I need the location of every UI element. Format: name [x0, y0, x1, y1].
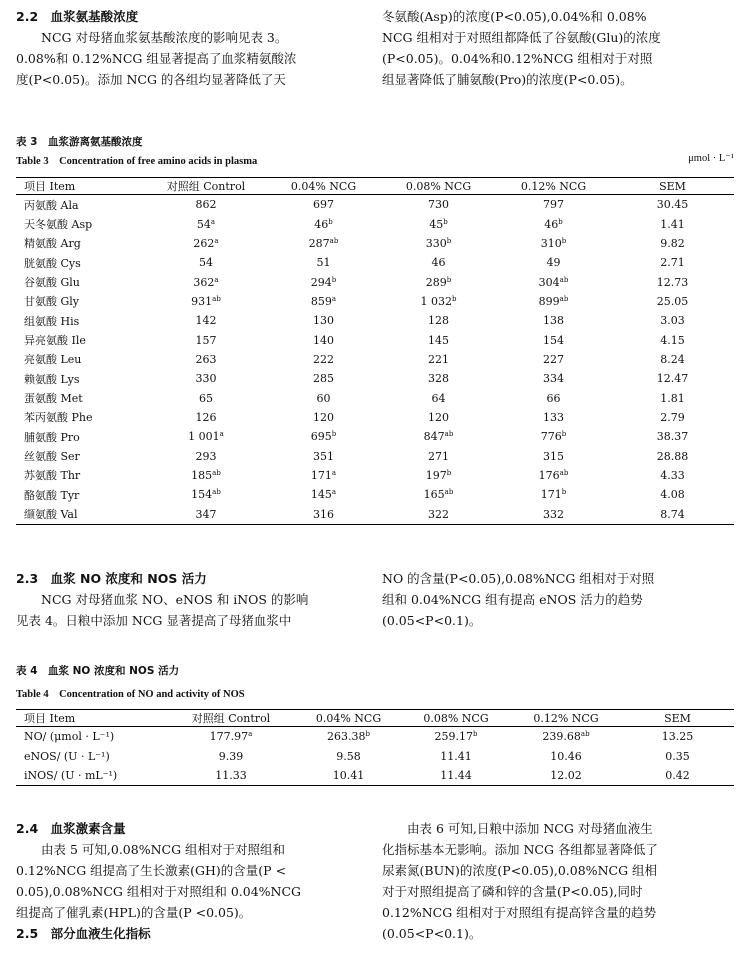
cell-control: $931^{ab}$ — [191, 294, 221, 308]
header-ncg-008: 0.08% NCG — [381, 178, 496, 195]
header-ncg-004: 0.04% NCG — [266, 178, 381, 195]
section-2-4-left-column — [16, 818, 368, 944]
paragraph-line: 0.05),0.08%NCG 组相对于对照组和 0.04%NCG — [16, 884, 302, 899]
paragraph-line: 化指标基本无影响。添加 NCG 各组都显著降低了 — [382, 842, 658, 857]
paragraph-line: 0.12%NCG 组提高了生长激素(GH)的含量(P < — [16, 863, 287, 878]
cell-ncg-004: 51 — [316, 256, 331, 270]
cell-item: 脯氨酸 Pro — [24, 430, 80, 444]
header-item: 项目 Item — [16, 710, 166, 727]
paragraph-line: 由表 6 可知,日粮中添加 NCG 对母猪血液生 — [407, 821, 653, 836]
cell-ncg-004: 222 — [313, 352, 334, 366]
cell-sem: 38.37 — [656, 430, 689, 444]
cell-ncg-004: 140 — [313, 333, 334, 347]
cell-ncg-008: 1 032$^b$ — [420, 294, 457, 308]
cell-ncg-004: 10.41 — [296, 766, 401, 786]
significance-letter: ab — [444, 430, 454, 439]
cell-item: 甘氨酸 Gly — [24, 295, 80, 309]
cell-ncg-012: 138 — [543, 314, 564, 328]
paragraph-line: NCG 组相对于对照组都降低了谷氨酸(Glu)的浓度 — [382, 30, 661, 45]
cell-ncg-012: 797 — [543, 198, 564, 212]
table-row — [16, 195, 734, 215]
cell-ncg-012: $899^{ab}$ — [538, 294, 569, 308]
cell-sem: 8.74 — [611, 505, 734, 525]
cell-ncg-004: 695$^b$ — [310, 430, 337, 444]
paragraph-line: 见表 4。日粮中添加 NCG 显著提高了母猪血浆中 — [16, 613, 292, 628]
section-2-2-right-column — [382, 6, 734, 90]
significance-letter: b — [446, 275, 452, 284]
cell-ncg-004: 859$^a$ — [310, 294, 337, 308]
significance-letter: a — [331, 488, 337, 497]
significance-letter: b — [446, 236, 452, 245]
paragraph-line: NCG 对母猪血浆氨基酸浓度的影响见表 3。 — [41, 30, 288, 45]
cell-control: 65 — [199, 391, 213, 405]
cell-item: iNOS/ (U · mL⁻¹) — [16, 766, 166, 786]
cell-control: 1 001$^a$ — [188, 430, 224, 444]
significance-letter: ab — [329, 236, 339, 245]
significance-letter: ab — [559, 468, 569, 477]
table-row — [16, 466, 734, 485]
cell-item: 胱氨酸 Cys — [24, 256, 81, 270]
cell-ncg-008: 271 — [428, 449, 449, 463]
cell-control: 157 — [195, 333, 217, 347]
cell-ncg-004: 145$^a$ — [310, 488, 337, 502]
significance-letter: ab — [559, 275, 569, 284]
significance-letter: ab — [212, 294, 221, 303]
cell-item: 酪氨酸 Tyr — [24, 488, 80, 502]
table-row — [16, 311, 734, 330]
cell-ncg-004: $287^{ab}$ — [308, 236, 339, 250]
section-heading-2-5: 2.5 部分血液生化指标 — [16, 926, 151, 941]
header-ncg-004: 0.04% NCG — [296, 710, 401, 727]
cell-sem: 13.25 — [661, 730, 694, 744]
significance-letter: a — [331, 468, 337, 477]
table-row — [16, 485, 734, 504]
table-row — [16, 253, 734, 272]
cell-ncg-008: 328 — [428, 372, 449, 386]
cell-control: 54 — [199, 256, 213, 270]
cell-sem: 4.08 — [660, 488, 685, 502]
cell-ncg-008: 45$^b$ — [429, 217, 448, 231]
cell-ncg-012: 154 — [543, 333, 564, 347]
cell-item: 苏氨酸 Thr — [24, 469, 81, 483]
table-3-caption-cn: 表 3 血浆游离氨基酸浓度 — [16, 136, 143, 148]
cell-control: $154^{ab}$ — [191, 488, 221, 502]
table-row — [16, 330, 734, 349]
cell-ncg-012: 171$^b$ — [540, 488, 567, 502]
table-row — [16, 746, 734, 765]
cell-item: 蛋氨酸 Met — [24, 392, 83, 406]
cell-control: 54$^a$ — [196, 217, 216, 231]
significance-letter: a — [214, 236, 219, 245]
significance-letter: b — [443, 217, 448, 226]
cell-ncg-012: 12.02 — [511, 766, 621, 786]
section-heading: 2.4 血浆激素含量 — [16, 821, 126, 836]
paragraph-line: 尿素氮(BUN)的浓度(P<0.05),0.08%NCG 组相 — [382, 863, 658, 878]
cell-ncg-008: 145 — [428, 333, 449, 347]
significance-letter: b — [331, 430, 337, 439]
paragraph-line: 度(P<0.05)。添加 NCG 的各组均显著降低了天 — [16, 72, 286, 87]
cell-sem: 3.03 — [660, 314, 685, 328]
significance-letter: ab — [212, 468, 221, 477]
cell-ncg-012: 332 — [496, 505, 611, 525]
cell-ncg-008: 221 — [428, 352, 449, 366]
significance-letter: ab — [559, 294, 569, 303]
cell-sem: 2.79 — [660, 410, 685, 424]
section-2-5-right-column — [382, 818, 734, 944]
cell-ncg-012: 10.46 — [550, 749, 582, 763]
cell-sem: 28.88 — [656, 449, 689, 463]
cell-control: 362$^a$ — [193, 275, 219, 289]
cell-ncg-004: 263.38$^b$ — [327, 730, 370, 744]
cell-ncg-004: 120 — [313, 410, 334, 424]
cell-item: 谷氨酸 Glu — [24, 276, 80, 290]
cell-ncg-012: 310$^b$ — [540, 236, 567, 250]
table-4 — [16, 709, 734, 786]
cell-ncg-004: 60 — [316, 391, 331, 405]
cell-ncg-012: 133 — [543, 410, 564, 424]
table-header-row — [16, 710, 734, 727]
significance-letter: a — [331, 294, 337, 303]
table-4-caption-cn: 表 4 血浆 NO 浓度和 NOS 活力 — [16, 665, 180, 677]
cell-sem: 12.73 — [656, 275, 689, 289]
significance-letter: b — [452, 294, 457, 303]
significance-letter: b — [561, 236, 567, 245]
table-row — [16, 214, 734, 233]
cell-sem: 1.81 — [660, 391, 685, 405]
cell-control: $185^{ab}$ — [191, 468, 221, 482]
section-2-3-right-column — [382, 568, 734, 631]
cell-ncg-012: 315 — [543, 449, 564, 463]
significance-letter: a — [248, 730, 253, 739]
significance-letter: b — [473, 730, 478, 739]
cell-ncg-004: 171$^a$ — [310, 468, 337, 482]
cell-sem: 1.41 — [660, 217, 685, 231]
cell-ncg-012: 49 — [546, 256, 561, 270]
cell-sem: 25.05 — [656, 294, 689, 308]
table-row — [16, 427, 734, 446]
table-3-unit: μmol · L⁻¹ — [688, 153, 734, 164]
header-sem: SEM — [621, 710, 734, 727]
header-control: 对照组 Control — [146, 178, 266, 195]
cell-control: 330 — [195, 372, 217, 386]
paragraph-line: (0.05<P<0.1)。 — [382, 613, 482, 628]
cell-ncg-008: 11.44 — [401, 766, 511, 786]
cell-item: 丙氨酸 Ala — [24, 198, 79, 212]
section-heading: 2.2 血浆氨基酸浓度 — [16, 9, 139, 24]
paragraph-line: 组和 0.04%NCG 组有提高 eNOS 活力的趋势 — [382, 592, 643, 607]
paragraph-line: (0.05<P<0.1)。 — [382, 926, 482, 941]
cell-control: 263 — [195, 352, 217, 366]
cell-control: 293 — [195, 449, 217, 463]
cell-control: 9.39 — [218, 749, 244, 763]
table-4-caption-en: Table 4 Concentration of NO and activity of NOS — [16, 689, 245, 700]
cell-item: 丝氨酸 Ser — [24, 450, 80, 464]
table-row — [16, 292, 734, 311]
cell-ncg-012: $176^{ab}$ — [538, 468, 569, 482]
paragraph-line: (P<0.05)。0.04%和0.12%NCG 组相对于对照 — [382, 51, 653, 66]
cell-sem: 30.45 — [656, 198, 689, 212]
cell-ncg-004: 351 — [313, 449, 334, 463]
cell-sem: 2.71 — [660, 256, 685, 270]
significance-letter: a — [219, 430, 224, 439]
paragraph-line: 由表 5 可知,0.08%NCG 组相对于对照组和 — [41, 842, 286, 857]
cell-ncg-004: 285 — [313, 372, 334, 386]
cell-ncg-008: 128 — [428, 314, 449, 328]
cell-ncg-008: $847^{ab}$ — [423, 430, 454, 444]
cell-control: 142 — [195, 314, 217, 328]
significance-letter: b — [365, 730, 370, 739]
cell-ncg-008: 330$^b$ — [425, 236, 452, 250]
table-header-row — [16, 178, 734, 195]
cell-item: 苯丙氨酸 Phe — [24, 411, 93, 425]
section-heading: 2.3 血浆 NO 浓度和 NOS 活力 — [16, 571, 207, 586]
paragraph-line: 0.08%和 0.12%NCG 组显著提高了血浆精氨酸浓 — [16, 51, 297, 66]
paragraph-line: 组提高了催乳素(HPL)的含量(P <0.05)。 — [16, 905, 252, 920]
significance-letter: b — [561, 430, 567, 439]
cell-item: 亮氨酸 Leu — [24, 353, 82, 367]
table-row — [16, 272, 734, 291]
cell-sem: 0.35 — [665, 749, 690, 763]
table-3 — [16, 177, 734, 525]
cell-item: 赖氨酸 Lys — [24, 372, 80, 386]
section-2-2-left-column — [16, 6, 368, 90]
cell-ncg-008: 289$^b$ — [425, 275, 452, 289]
cell-ncg-012: $304^{ab}$ — [538, 275, 569, 289]
table-row — [16, 234, 734, 253]
significance-letter: b — [561, 488, 567, 497]
cell-control: 262$^a$ — [193, 236, 219, 250]
significance-letter: b — [558, 217, 563, 226]
cell-item: 天冬氨酸 Asp — [24, 218, 93, 232]
significance-letter: ab — [580, 730, 590, 739]
cell-control: 177.97$^a$ — [209, 730, 253, 744]
significance-letter: ab — [444, 488, 454, 497]
cell-ncg-008: 259.17$^b$ — [434, 730, 478, 744]
section-2-2 — [16, 6, 734, 90]
header-ncg-012: 0.12% NCG — [496, 178, 611, 195]
cell-control: 347 — [146, 505, 266, 525]
cell-ncg-008: $165^{ab}$ — [423, 488, 454, 502]
cell-item: 异亮氨酸 Ile — [24, 334, 86, 348]
significance-letter: b — [446, 468, 452, 477]
cell-ncg-004: 697 — [313, 198, 334, 212]
cell-ncg-012: 239.68$^{ab}$ — [542, 730, 590, 744]
cell-ncg-008: 730 — [428, 198, 449, 212]
cell-ncg-008: 46 — [431, 256, 446, 270]
cell-sem: 9.82 — [660, 236, 685, 250]
cell-ncg-004: 316 — [266, 505, 381, 525]
header-control: 对照组 Control — [166, 710, 296, 727]
paragraph-line: 对于对照组提高了磷和锌的含量(P<0.05),同时 — [382, 884, 643, 899]
paragraph-line: 冬氨酸(Asp)的浓度(P<0.05),0.04%和 0.08% — [382, 9, 647, 24]
cell-ncg-008: 322 — [381, 505, 496, 525]
paragraph-line: 0.12%NCG 组相对于对照组有提高锌含量的趋势 — [382, 905, 657, 920]
cell-item: NO/ (μmol · L⁻¹) — [24, 730, 115, 744]
cell-sem: 12.47 — [656, 372, 689, 386]
significance-letter: b — [331, 275, 337, 284]
cell-ncg-012: 66 — [546, 391, 561, 405]
cell-ncg-008: 64 — [431, 391, 446, 405]
paragraph-line: NO 的含量(P<0.05),0.08%NCG 组相对于对照 — [382, 571, 655, 586]
cell-sem: 4.33 — [660, 468, 685, 482]
paragraph-line: 组显著降低了脯氨酸(Pro)的浓度(P<0.05)。 — [382, 72, 633, 87]
significance-letter: a — [210, 217, 216, 226]
cell-ncg-012: 776$^b$ — [540, 430, 567, 444]
section-2-3 — [16, 568, 734, 631]
cell-ncg-004: 130 — [313, 314, 334, 328]
cell-ncg-008: 120 — [428, 410, 449, 424]
cell-ncg-004: 294$^b$ — [310, 275, 337, 289]
cell-control: 862 — [195, 198, 217, 212]
header-ncg-008: 0.08% NCG — [401, 710, 511, 727]
significance-letter: b — [328, 217, 333, 226]
table-row — [16, 505, 734, 525]
cell-sem: 8.24 — [660, 352, 685, 366]
header-sem: SEM — [611, 178, 734, 195]
cell-ncg-008: 11.41 — [440, 749, 472, 763]
header-item: 项目 Item — [16, 178, 146, 195]
cell-ncg-012: 46$^b$ — [544, 217, 563, 231]
table-row — [16, 350, 734, 369]
cell-control: 11.33 — [166, 766, 296, 786]
paragraph-line: NCG 对母猪血浆 NO、eNOS 和 iNOS 的影响 — [41, 592, 309, 607]
cell-ncg-008: 197$^b$ — [425, 468, 452, 482]
cell-item: eNOS/ (U · L⁻¹) — [24, 749, 110, 763]
table-row — [16, 369, 734, 388]
cell-item: 精氨酸 Arg — [24, 237, 81, 251]
table-row — [16, 408, 734, 427]
table-row — [16, 446, 734, 465]
cell-ncg-004: 9.58 — [336, 749, 361, 763]
table-row — [16, 766, 734, 786]
significance-letter: ab — [212, 488, 221, 497]
cell-ncg-004: 46$^b$ — [314, 217, 333, 231]
cell-item: 组氨酸 His — [24, 314, 80, 328]
significance-letter: a — [214, 275, 219, 284]
table-row — [16, 388, 734, 407]
cell-ncg-012: 227 — [543, 352, 564, 366]
cell-ncg-012: 334 — [543, 372, 564, 386]
section-2-4 — [16, 818, 734, 944]
cell-sem: 0.42 — [621, 766, 734, 786]
section-2-3-left-column — [16, 568, 368, 631]
table-3-caption-en: Table 3 Concentration of free amino acids in plasma — [16, 156, 258, 167]
table-row — [16, 727, 734, 747]
cell-control: 126 — [195, 410, 217, 424]
cell-sem: 4.15 — [660, 333, 685, 347]
cell-item: 缬氨酸 Val — [16, 505, 146, 525]
header-ncg-012: 0.12% NCG — [511, 710, 621, 727]
